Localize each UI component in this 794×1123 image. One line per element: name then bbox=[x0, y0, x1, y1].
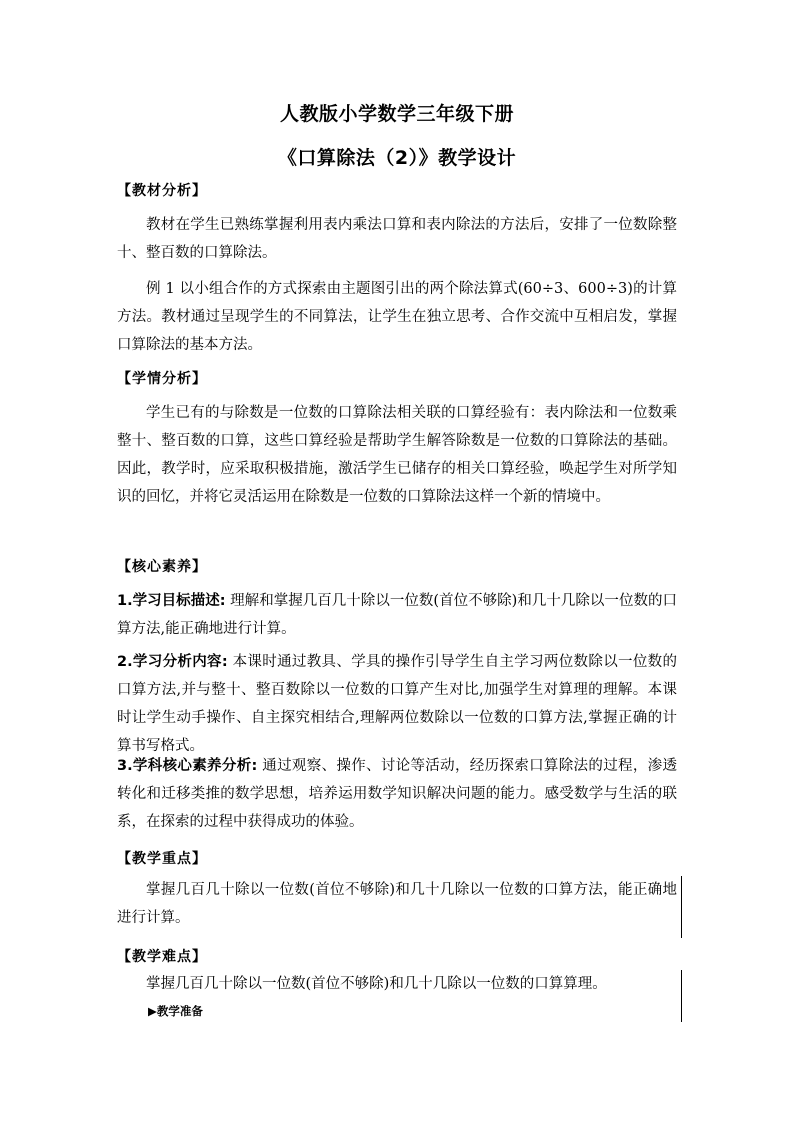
literacy-item-3 bbox=[117, 752, 677, 836]
doc-title-line1: 人教版小学数学三年级下册 bbox=[279, 103, 514, 125]
literacy-item-label: 1.学习目标描述: bbox=[117, 593, 226, 609]
keypoint-paragraph-1: 掌握几百几十除以一位数(首位不够除)和几十几除以一位数的口算方法，能正确地进行计算。 bbox=[117, 882, 677, 926]
difficulty-paragraph-1: 掌握几百几十除以一位数(首位不够除)和几十几除以一位数的口算算理。 bbox=[146, 976, 607, 992]
section-heading-textbook: 【教材分析】 bbox=[117, 183, 207, 199]
literacy-item-text: 理解和掌握几百几十除以一位数(首位不够除)和几十几除以一位数的口算方法,能正确地进行计算。 bbox=[117, 593, 678, 637]
literacy-item-2 bbox=[117, 648, 677, 760]
section-heading-preparation: ▶教学准备 bbox=[148, 1004, 203, 1018]
section-heading-literacy: 【核心素养】 bbox=[117, 559, 207, 575]
literacy-item-1 bbox=[117, 587, 677, 643]
students-paragraph-1: 学生已有的与除数是一位数的口算除法相关联的口算经验有：表内除法和一位数乘整十、整百数的口算，这些口算经验是帮助学生解答除数是一位数的口算除法的基础。因此，教学时，应采取积极措施，激活学生已储存的相关口算经验，唤起学生对所学知识的回忆，并将它灵活运用在除数是一位数的口算除法这样一个新的情境中。 bbox=[117, 405, 677, 505]
literacy-item-text: 通过观察、操作、讨论等活动，经历探索口算除法的过程，渗透转化和迁移类推的数学思想，培养运用数学知识解决问题的能力。感受数学与生活的联系，在探索的过程中获得成功的体验。 bbox=[117, 758, 677, 830]
section-heading-keypoint: 【教学重点】 bbox=[117, 851, 207, 867]
table-border-line bbox=[681, 970, 682, 1022]
section-heading-students: 【学情分析】 bbox=[117, 371, 207, 387]
literacy-item-label: 2.学习分析内容: bbox=[117, 654, 228, 670]
textbook-paragraph-2: 例 1 以小组合作的方式探索由主题图引出的两个除法算式(60÷3、600÷3)的计算方法。教材通过呈现学生的不同算法，让学生在独立思考、合作交流中互相启发，掌握口算除法的基本方法。 bbox=[117, 281, 677, 353]
doc-title-line2: 《口算除法（2）》教学设计 bbox=[277, 147, 517, 169]
table-border-line bbox=[681, 876, 682, 938]
textbook-paragraph-1: 教材在学生已熟练掌握利用表内乘法口算和表内除法的方法后，安排了一位数除整十、整百数的口算除法。 bbox=[117, 217, 677, 261]
section-heading-difficulty: 【教学难点】 bbox=[117, 949, 207, 965]
literacy-item-label: 3.学科核心素养分析: bbox=[117, 758, 258, 774]
literacy-item-text: 本课时通过教具、学具的操作引导学生自主学习两位数除以一位数的口算方法,并与整十、整百数除以一位数的口算产生对比,加强学生对算理的理解。本课时让学生动手操作、自主探究相结合,理解两位数除以一位数的口算方法,掌握正确的计算书写格式。 bbox=[117, 654, 677, 754]
